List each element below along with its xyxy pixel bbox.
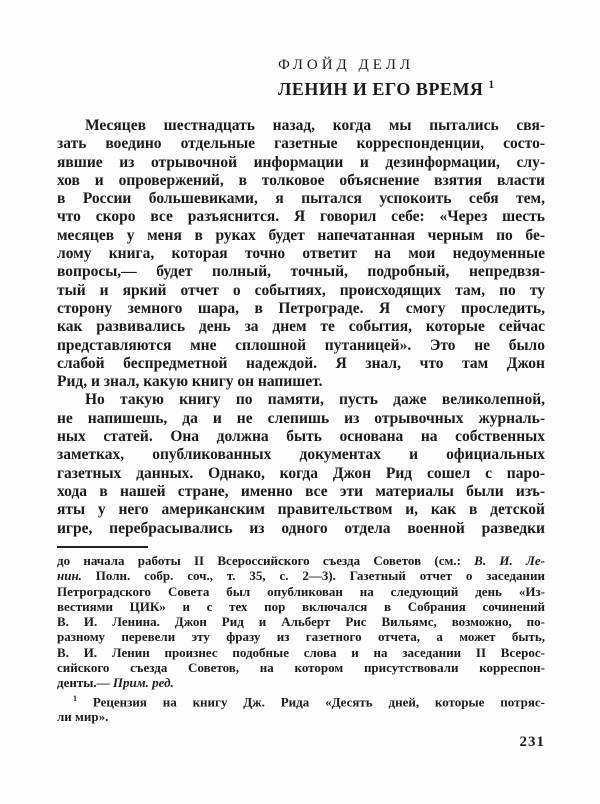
text-line	[57, 154, 545, 172]
text-line	[57, 465, 545, 483]
text-line	[57, 660, 545, 675]
page-number: 231	[519, 734, 545, 750]
text-segment: в России большевиками, я пытался успокоить себя тем,	[57, 190, 545, 208]
body-text	[57, 117, 545, 538]
text-segment: В. И. Ленина. Джон Рид и Альберт Рис Вильямс, возможно, по-	[57, 614, 545, 630]
italic-text-segment: нин.	[57, 568, 82, 584]
text-segment: разному перевели эту фразу из газетного отчета, а может быть,	[57, 629, 545, 645]
text-line	[57, 428, 545, 446]
text-line	[57, 318, 545, 336]
text-line	[57, 483, 545, 501]
footnote-separator-rule	[57, 546, 148, 548]
text-segment: ли мир».	[57, 709, 109, 725]
text-line	[57, 709, 545, 724]
text-line	[57, 520, 545, 538]
text-line	[57, 501, 545, 519]
text-segment: В. И. Ленин произнес подобные слова и на заседании II Всерос-	[57, 644, 545, 660]
text-line	[57, 263, 545, 281]
chapter-title-text: ЛЕНИН И ЕГО ВРЕМЯ	[278, 79, 484, 99]
text-segment: что скоро все разъяснится. Я говорил себе: «Через шесть	[57, 208, 545, 226]
text-line	[57, 599, 545, 614]
text-line	[57, 645, 545, 660]
text-line	[57, 568, 545, 583]
text-line	[57, 172, 545, 190]
text-segment: вестиями ЦИК» и с тех пор включался в Собрания сочинений	[57, 598, 545, 614]
text-line	[57, 391, 545, 409]
text-line	[57, 117, 545, 135]
text-segment: Полн. собр. соч., т. 35, с. 2—3). Газетный отчет о заседании	[81, 568, 545, 584]
text-segment: слабой беспредметной надеждой. Я знал, что там Джон	[57, 354, 545, 372]
text-line	[57, 584, 545, 599]
text-line	[57, 614, 545, 629]
text-segment: Но такую книгу по памяти, пусть даже великолепной,	[85, 391, 545, 409]
text-line	[57, 245, 545, 263]
footnote-ref-marker: 1	[73, 693, 78, 703]
text-segment: месяцев у меня в руках будет напечатанная черным по бе-	[57, 226, 545, 244]
text-segment: денты.—	[57, 675, 113, 691]
italic-text-segment: Прим. ред.	[112, 675, 174, 691]
text-segment: не напишешь, да и не слепишь из отрывочных журналь-	[57, 409, 545, 427]
text-line	[57, 227, 545, 245]
italic-text-segment: В. И. Ле-	[474, 553, 545, 568]
text-segment: тый и яркий отчет о событиях, происходящих там, по ту	[57, 281, 545, 299]
text-line	[57, 300, 545, 318]
text-segment: ных статей. Она должна быть основана на собственных	[57, 428, 545, 446]
author-name: ФЛОЙД ДЕЛЛ	[278, 57, 415, 73]
text-segment: явшие из отрывочной информации и дезинформации, слу-	[57, 153, 545, 171]
text-segment: Рид, и знал, какую книгу он напишет.	[57, 373, 323, 391]
text-line	[57, 208, 545, 226]
text-segment: вопросы,— будет полный, точный, подробный, непредвзя-	[57, 263, 545, 281]
text-line	[57, 553, 545, 568]
chapter-title	[278, 79, 494, 100]
text-line	[57, 282, 545, 300]
text-segment: хов и опровержений, в толковое объяснение взятия власти	[57, 171, 545, 189]
text-line	[57, 446, 545, 464]
text-segment: представляются мне сплошной путаницей». Это не было	[57, 336, 545, 354]
text-line	[57, 410, 545, 428]
text-segment: Петроградского Совета был опубликован на следующий день «Из-	[57, 583, 545, 599]
text-line	[57, 691, 545, 710]
text-line	[57, 135, 545, 153]
text-segment: Месяцев шестнадцать назад, когда мы пытались свя-	[85, 117, 545, 134]
text-line	[57, 373, 545, 391]
text-segment: газетных данных. Однако, когда Джон Рид сошел с паро-	[57, 464, 545, 482]
text-line	[57, 675, 545, 690]
text-segment: сийского съезда Советов, на котором присутствовали корреспон-	[57, 660, 545, 676]
text-segment: Рецензия на книгу Дж. Рида «Десять дней, которые потряс-	[77, 694, 545, 709]
text-segment: до начала работы II Всероссийского съезда Советов (см.:	[57, 553, 475, 568]
text-segment: сторону земного шара, в Петрограде. Я смогу проследить,	[57, 299, 545, 317]
text-segment: яты у него американским правительством и, как в детской	[57, 501, 545, 519]
text-segment: как развивались день за днем те события, которые сейчас	[57, 318, 545, 336]
text-line	[57, 355, 545, 373]
text-segment: заметках, опубликованных документах и официальных	[57, 446, 545, 464]
text-line	[57, 190, 545, 208]
text-segment: зать воедино отдельные газетные корреспонденции, состо-	[57, 135, 545, 153]
chapter-heading	[278, 57, 494, 100]
text-segment: лому книга, которая точно ответит на мои недоуменные	[57, 245, 545, 263]
text-segment: игре, перебрасывались из одного отдела военной разведки	[57, 519, 545, 537]
footnote-ref-marker: 1	[488, 79, 495, 91]
text-line	[57, 629, 545, 644]
text-line	[57, 337, 545, 355]
text-segment: хода в нашей стране, именно все эти материалы были изъ-	[57, 482, 545, 500]
footnotes-block	[57, 553, 545, 725]
